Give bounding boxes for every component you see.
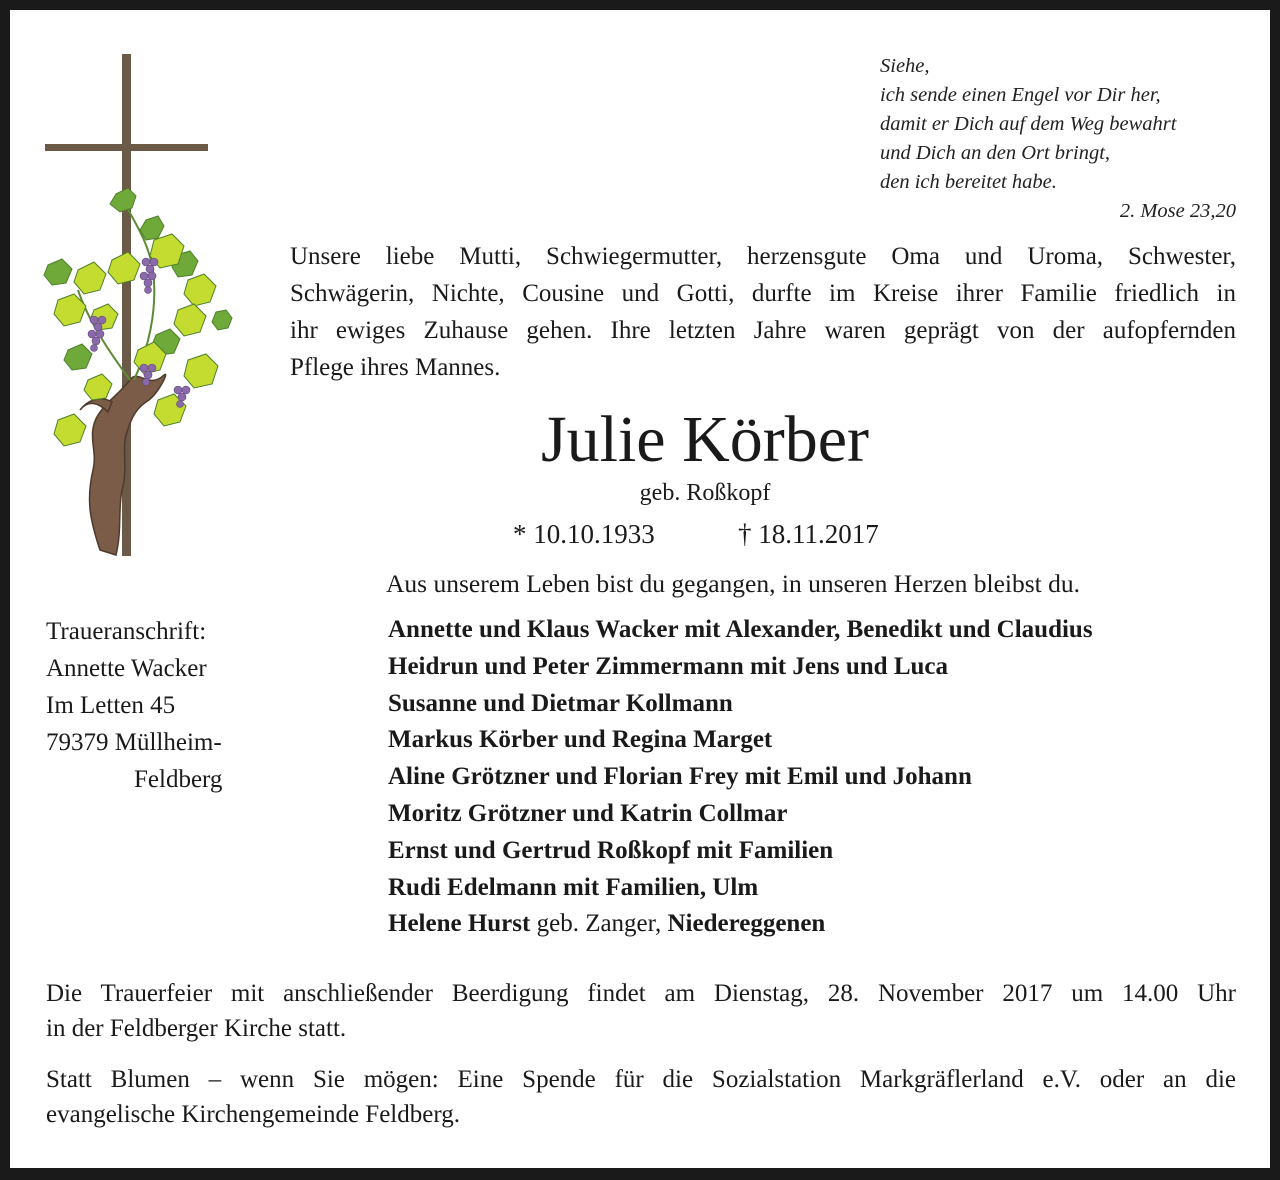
verse-line: damit er Dich auf dem Weg bewahrt — [880, 113, 1177, 135]
mourner-entry: Markus Körber und Regina Marget — [388, 726, 773, 754]
bible-verse — [880, 52, 1236, 226]
memorial-motto: Aus unserem Leben bist du gegangen, in unseren Herzen bleibst du. — [386, 569, 1080, 598]
death-date: † 18.11.2017 — [738, 519, 879, 549]
address-line: Feldberg — [134, 766, 223, 793]
mourner-entry: Heidrun und Peter Zimmermann mit Jens und Luca — [388, 652, 948, 680]
address-line: Annette Wacker — [46, 655, 207, 682]
intro-line: Unsere liebe Mutti, Schwiegermutter, herzensgute Oma und Uroma, Schwester, — [290, 243, 1236, 270]
verse-line: den ich bereitet habe. — [880, 171, 1057, 193]
intro-line: Pflege ihres Mannes. — [290, 354, 501, 381]
donation-info — [46, 1062, 1236, 1132]
donation-line: Statt Blumen – wenn Sie mögen: Eine Spende für die Sozialstation Markgräflerland e.V. oder an die — [46, 1066, 1236, 1093]
mourner-name: Helene Hurst — [388, 910, 531, 938]
donation-line: evangelische Kirchengemeinde Feldberg. — [46, 1101, 460, 1128]
mourner-location: Niedereggenen — [667, 910, 826, 938]
cross-with-vine-icon — [38, 50, 238, 562]
verse-reference: 2. Mose 23,20 — [1119, 200, 1236, 222]
intro-paragraph — [290, 238, 1236, 386]
verse-line: und Dich an den Ort bringt, — [880, 142, 1111, 164]
mourner-entry — [388, 906, 1248, 943]
address-line: Im Letten 45 — [46, 692, 176, 719]
service-line: in der Feldberger Kirche statt. — [46, 1015, 347, 1042]
mourner-entry: Moritz Grötzner und Katrin Collmar — [388, 799, 788, 827]
deceased-name: Julie Körber — [540, 403, 870, 476]
service-line: Die Trauerfeier mit anschließender Beerdigung findet am Dienstag, 28. November 2017 um 14.00 Uhr — [46, 980, 1236, 1007]
address-line: 79379 Müllheim- — [46, 729, 222, 756]
mourner-entry: Rudi Edelmann mit Familien, Ulm — [388, 873, 759, 901]
mourning-address — [46, 613, 246, 798]
intro-line: Schwägerin, Nichte, Cousine und Gotti, durfte im Kreise ihrer Familie friedlich in — [290, 280, 1236, 307]
address-label: Traueranschrift: — [46, 618, 207, 645]
maiden-name: geb. Roßkopf — [639, 480, 771, 506]
mourner-entry: Ernst und Gertrud Roßkopf mit Familien — [388, 836, 834, 864]
verse-line: ich sende einen Engel vor Dir her, — [880, 84, 1161, 106]
intro-line: ihr ewiges Zuhause gehen. Ihre letzten Jahre waren geprägt von der aufopfernden — [290, 317, 1236, 344]
mourner-maiden-name: geb. Zanger, — [530, 910, 668, 938]
birth-date: * 10.10.1933 — [513, 519, 655, 549]
mourner-entry: Aline Grötzner und Florian Frey mit Emil und Johann — [388, 763, 972, 791]
funeral-service-info — [46, 976, 1236, 1046]
mourner-entry: Annette und Klaus Wacker mit Alexander, Benedikt und Claudius — [388, 616, 1093, 643]
verse-line: Siehe, — [880, 55, 930, 77]
mourner-entry: Susanne und Dietmar Kollmann — [388, 689, 733, 717]
mourners-list — [388, 612, 1248, 943]
